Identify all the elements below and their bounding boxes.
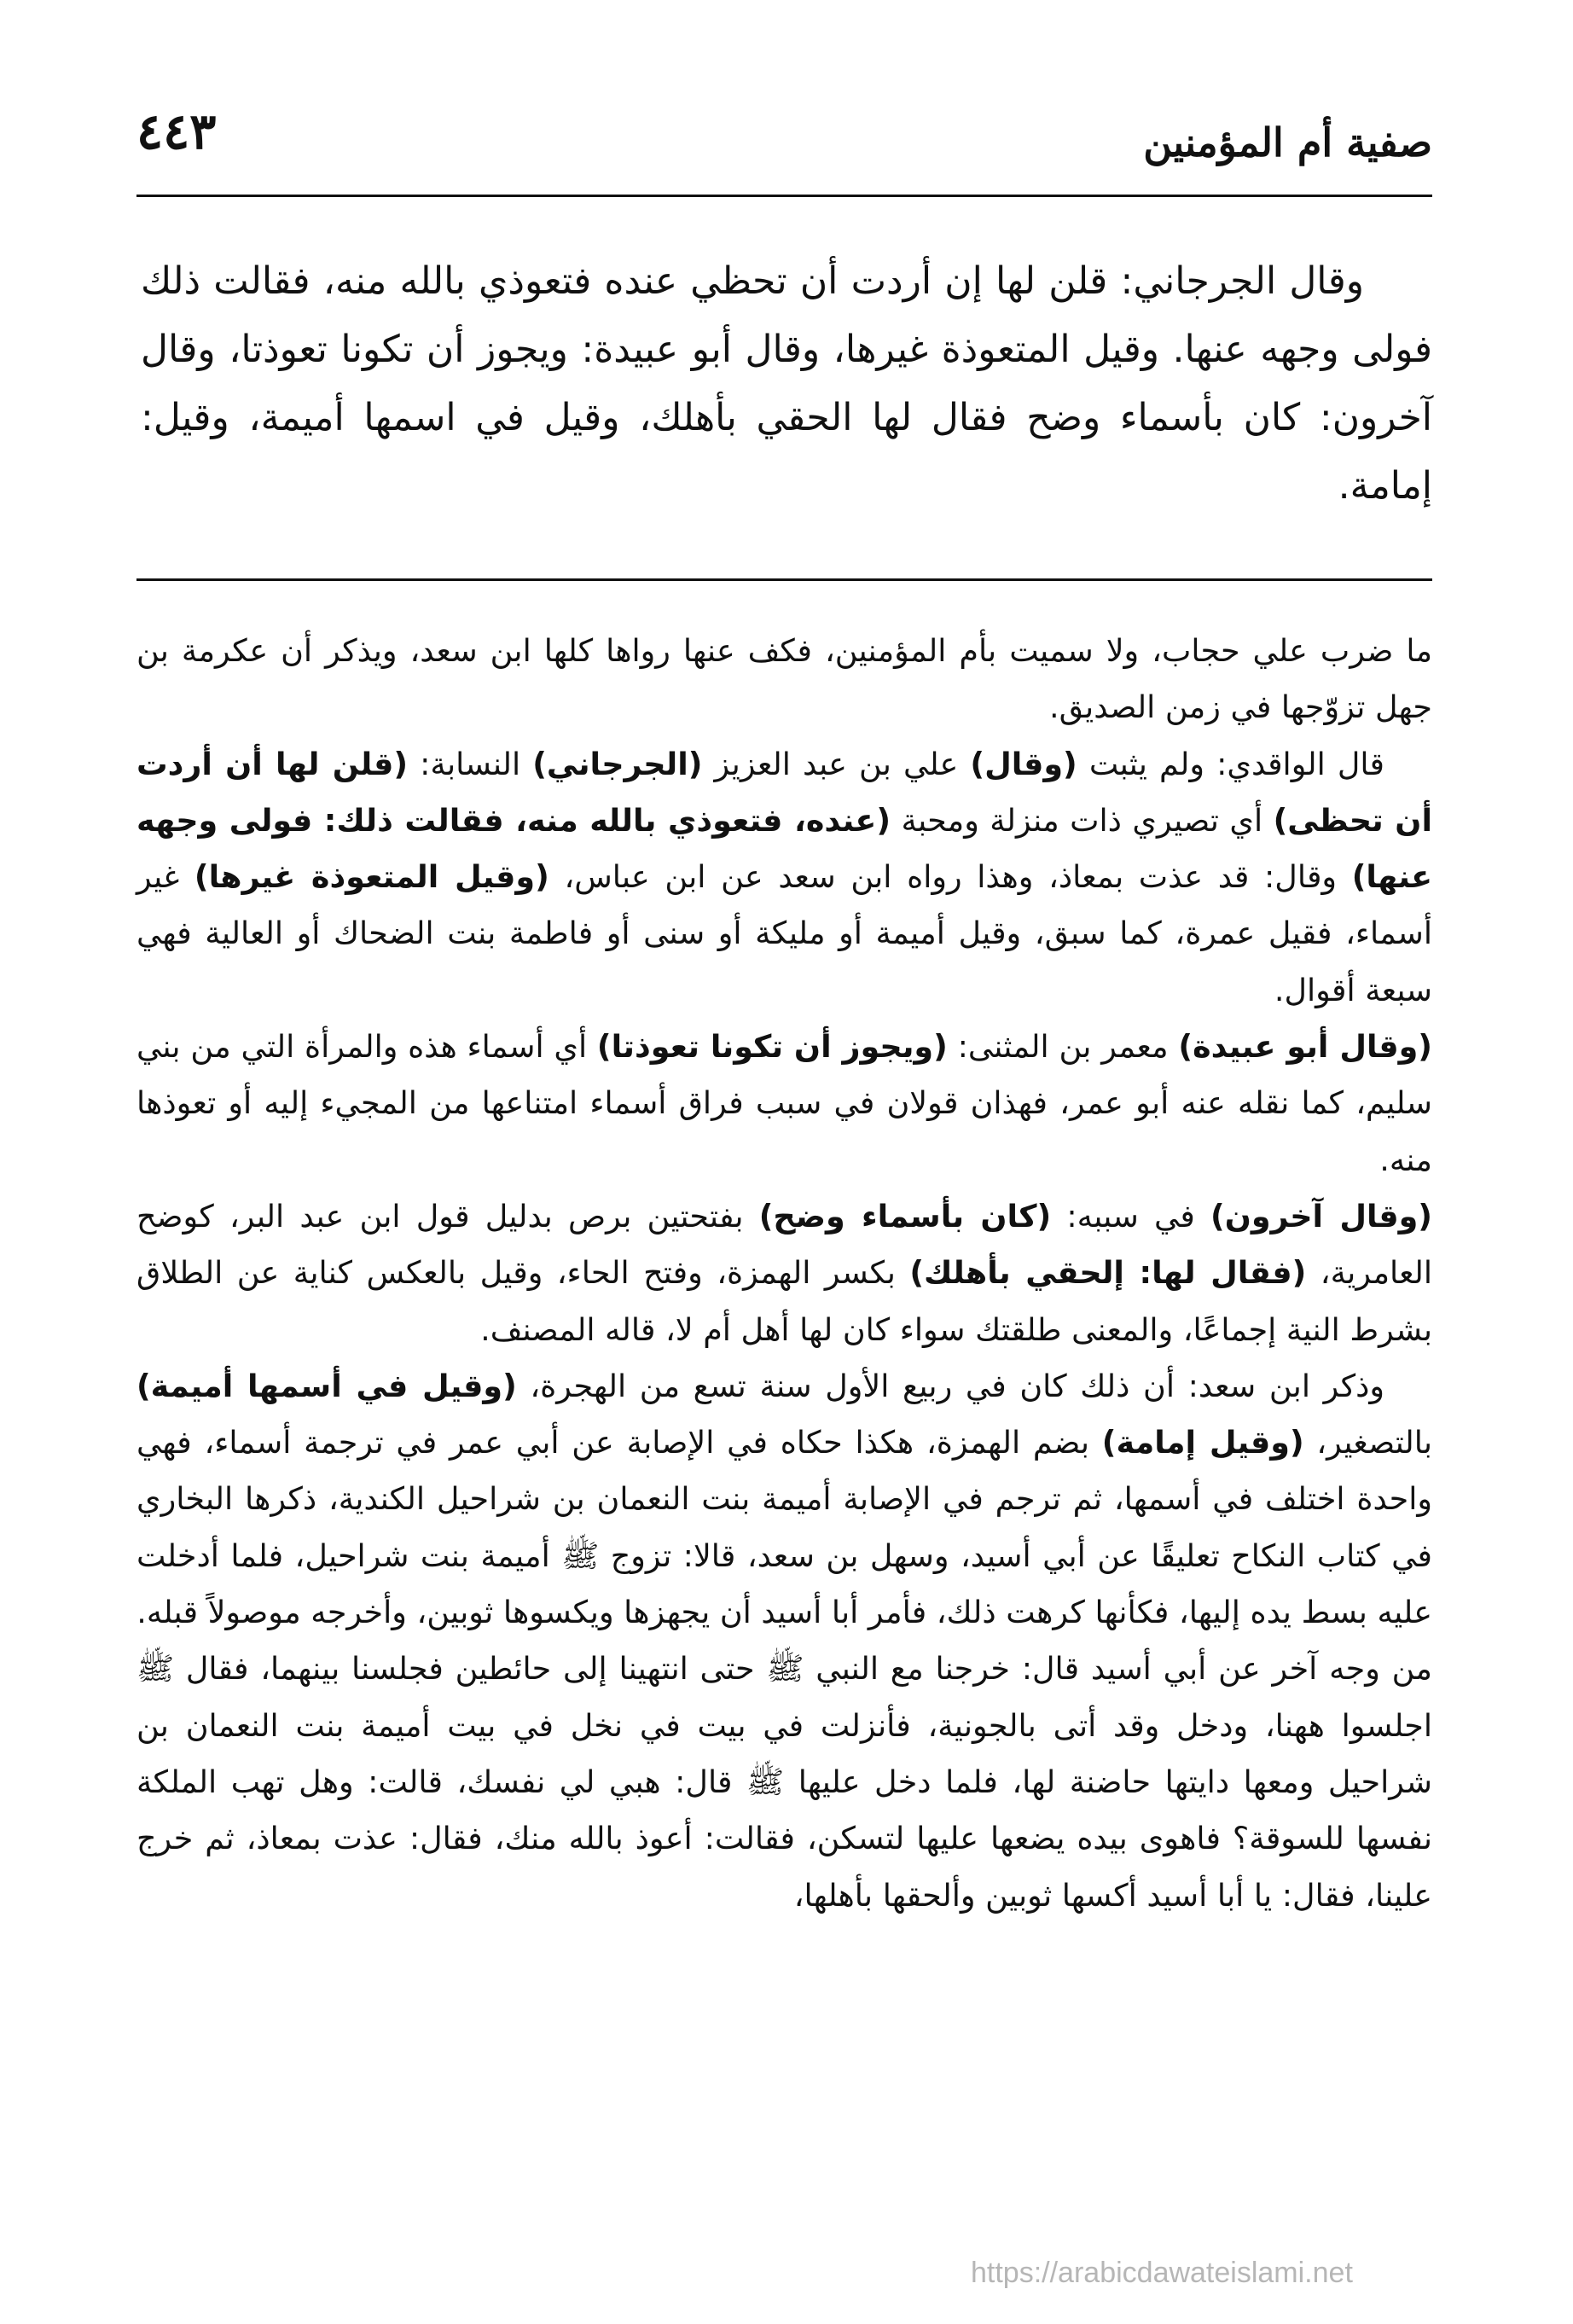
commentary-run: بكسر الهمزة، وفتح الحاء، وقيل بالعكس كناية عن الطلاق بشرط النية إجماعًا، والمعنى طلقتك سواء كان لها أهل أم لا، قاله المصنف. [136, 1254, 1432, 1348]
quoted-matn-phrase: (كان بأسماء وضح) [758, 1197, 1052, 1235]
commentary-run: وقال: قد عذت بمعاذ، وهذا رواه ابن سعد عن ابن عباس، [549, 858, 1352, 896]
quoted-matn-phrase: (وقيل المتعوذة غيرها) [194, 858, 549, 896]
commentary-paragraph [136, 1358, 1432, 1641]
commentary-paragraph [136, 736, 1432, 1019]
commentary-paragraph: من وجه آخر عن أبي أسيد قال: خرجنا مع النبي ﷺ حتى انتهينا إلى حائطين فجلسنا بينهما، فقال ﷺ اجلسوا ههنا، ودخل وقد أتى بالجونية، فأنزلت في بيت في نخل في بيت أميمة بنت النعمان بن شراحيل ومعها دايتها حاضنة لها، فلما دخل عليها ﷺ قال: هبي لي نفسك، قالت: وهل تهب الملكة نفسها للسوقة؟ فاهوى بيده يضعها عليها لتسكن، فقالت: أعوذ بالله منك، فقال: عذت بمعاذ، ثم خرج علينا، فقال: يا أبا أسيد أكسها ثوبين وألحقها بأهلها، [136, 1650, 1432, 1914]
main-text [141, 247, 1432, 520]
quoted-matn-phrase: (الجرجاني) [532, 745, 703, 782]
quoted-matn-phrase: (فقال لها: إلحقي بأهلك) [909, 1254, 1307, 1292]
commentary-run: في سببه: [1051, 1197, 1211, 1235]
commentary-paragraph: ما ضرب علي حجاب، ولا سميت بأم المؤمنين، فكف عنها رواها كلها ابن سعد، ويذكر أن عكرمة بن جهل تزوّجها في زمن الصديق. [136, 632, 1432, 726]
quoted-matn-phrase: (قلن لها أن أردت أن تحظى) [136, 745, 1432, 839]
commentary-run: قال الواقدي: ولم يثبت [1077, 745, 1384, 782]
commentary-run: النسابة: [408, 745, 533, 782]
quoted-matn-phrase: (وقال أبو عبيدة) [1178, 1028, 1432, 1066]
commentary-run: معمر بن المثنى: [947, 1028, 1179, 1066]
commentary-run: بضم الهمزة، هكذا حكاه في الإصابة عن أبي عمر في ترجمة أسماء، فهي واحدة اختلف في أسمها، ثم ترجم في الإصابة أميمة بنت النعمان بن شراحيل الكندية، ذكرها البخاري في كتاب النكاح تعليقًا عن أبي أسيد، وسهل بن سعد، قالا: تزوج ﷺ أميمة بنت شراحيل، فلما أدخلت عليه بسط يده إليها، فكأنها كرهت ذلك، فأمر أبا أسيد أن يجهزها ويكسوها ثوبين، وأخرجه موصولاً قبله. [136, 1424, 1432, 1631]
main-text-paragraph: وقال الجرجاني: قلن لها إن أردت أن تحظي عنده فتعوذي بالله منه، فقالت ذلك فولى وجهه عنها. وقيل المتعوذة غيرها، وقال أبو عبيدة: ويجوز أن تكونا تعوذتا، وقال آخرون: كان بأسماء وضح فقال لها الحقي بأهلك، وقيل في اسمها أميمة، وقيل: إمامة. [141, 259, 1432, 508]
quoted-matn-phrase: (وقيل إمامة) [1101, 1424, 1304, 1461]
quoted-matn-phrase: (وقيل في أسمها أميمة) [136, 1367, 517, 1404]
commentary-run: غير أسماء، فقيل عمرة، كما سبق، وقيل أميمة أو مليكة أو سنى أو فاطمة بنت الضحاك أو العالية فهي سبعة أقوال. [136, 858, 1432, 1008]
commentary-run: وذكر ابن سعد: أن ذلك كان في ربيع الأول سنة تسع من الهجرة، [516, 1367, 1385, 1404]
quoted-matn-phrase: (وقال آخرون) [1210, 1197, 1432, 1235]
commentary-run: أي أسماء هذه والمرأة التي من بني سليم، كما نقله عنه أبو عمر، فهذان قولان في سبب فراق أسماء امتناعها من المجيء إليه أو تعوذها منه. [136, 1028, 1432, 1178]
quoted-matn-phrase: (عنده، فتعوذي بالله منه، فقالت ذلك: فولى وجهه عنها) [136, 801, 1433, 896]
source-watermark: https://arabicdawateislami.net [971, 2257, 1353, 2289]
commentary-text [136, 623, 1432, 1924]
page-header [136, 102, 1432, 171]
commentary-run: بالتصغير، [1303, 1424, 1433, 1461]
commentary-run: أي تصيري ذات منزلة ومحبة [891, 801, 1274, 839]
commentary-paragraph [136, 1019, 1432, 1188]
quoted-matn-phrase: (وقال) [970, 745, 1077, 782]
quoted-matn-phrase: (ويجوز أن تكونا تعوذتا) [596, 1028, 948, 1066]
running-title: صفية أم المؤمنين [1143, 119, 1432, 166]
header-rule [136, 195, 1432, 197]
page-number: ٤٤٣ [136, 102, 217, 160]
commentary-run: بفتحتين برص بدليل قول ابن عبد البر، كوضح العامرية، [136, 1197, 1432, 1292]
commentary-separator-rule [136, 578, 1432, 581]
commentary-run: علي بن عبد العزيز [702, 745, 971, 782]
commentary-paragraph [136, 1188, 1432, 1358]
